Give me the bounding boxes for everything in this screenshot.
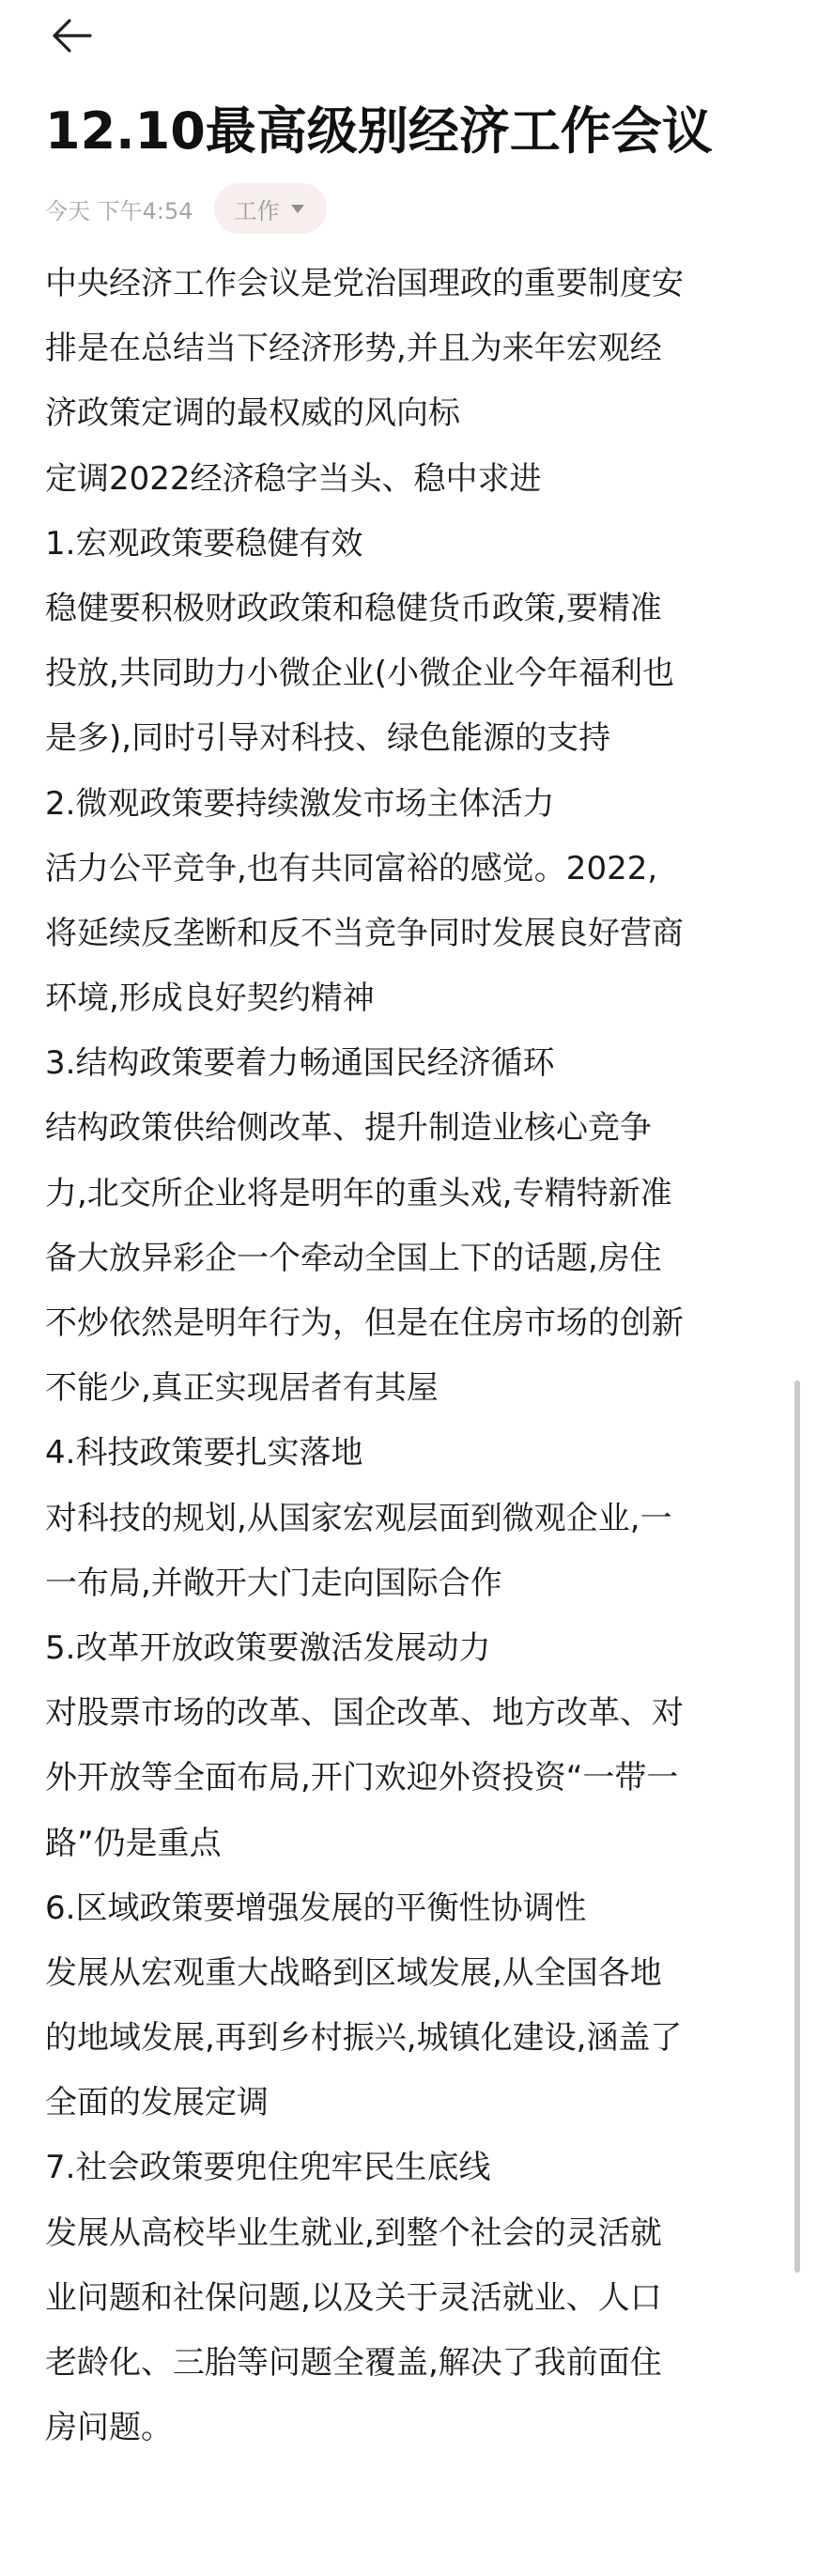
note-line: 对股票市场的改革、国企改革、地方改革、对 xyxy=(45,1694,684,1733)
note-date: 今天 下午4:54 xyxy=(45,197,193,224)
note-body[interactable] xyxy=(45,252,759,2460)
back-arrow-icon xyxy=(49,17,94,54)
caret-down-icon xyxy=(291,205,304,213)
scrollbar[interactable] xyxy=(794,1381,800,2273)
category-label: 工作 xyxy=(234,197,280,224)
note-line: 排是在总结当下经济形势,并且为来年宏观经 xyxy=(45,330,662,368)
note-line: 环境,形成良好契约精神 xyxy=(45,979,375,1018)
note-line: 活力公平竞争,也有共同富裕的感觉。2022, xyxy=(45,849,658,887)
note-line: 是多),同时引导对科技、绿色能源的支持 xyxy=(45,719,611,758)
note-line: 6.区域政策要增强发展的平衡性协调性 xyxy=(45,1889,587,1927)
note-line: 房问题。 xyxy=(45,2409,173,2447)
note-line: 发展从高校毕业生就业,到整个社会的灵活就 xyxy=(45,2214,662,2252)
note-line: 投放,共同助力小微企业(小微企业今年福利也 xyxy=(45,655,675,693)
note-line: 3.结构政策要着力畅通国民经济循环 xyxy=(45,1044,555,1083)
note-meta xyxy=(45,180,327,237)
note-line: 定调2022经济稳字当头、稳中求进 xyxy=(45,459,542,498)
note-line: 5.改革开放政策要激活发展动力 xyxy=(45,1628,491,1667)
note-line: 全面的发展定调 xyxy=(45,2084,269,2122)
note-line: 一布局,并敞开大门走向国际合作 xyxy=(45,1564,502,1602)
note-line: 结构政策供给侧改革、提升制造业核心竞争 xyxy=(45,1109,652,1148)
note-line: 1.宏观政策要稳健有效 xyxy=(45,524,363,563)
note-line: 对科技的规划,从国家宏观层面到微观企业,一 xyxy=(45,1499,672,1537)
category-dropdown[interactable] xyxy=(214,183,327,234)
note-line: 7.社会政策要兜住兜牢民生底线 xyxy=(45,2149,491,2187)
note-title[interactable]: 12.10最高级别经济工作会议 xyxy=(45,101,713,161)
note-line: 老龄化、三胎等问题全覆盖,解决了我前面住 xyxy=(45,2344,662,2382)
note-line: 备大放异彩企一个牵动全国上下的话题,房住 xyxy=(45,1239,662,1277)
note-line: 不能少,真正实现居者有其屋 xyxy=(45,1369,439,1408)
note-line: 不炒依然是明年行为，但是在住房市场的创新 xyxy=(45,1304,684,1342)
note-line: 2.微观政策要持续激发市场主体活力 xyxy=(45,784,555,823)
note-line: 外开放等全面布局,开门欢迎外资投资“一带一 xyxy=(45,1759,679,1797)
note-line: 4.科技政策要扎实落地 xyxy=(45,1434,363,1473)
note-line: 济政策定调的最权威的风向标 xyxy=(45,394,460,433)
note-line: 发展从宏观重大战略到区域发展,从全国各地 xyxy=(45,1953,662,1992)
note-line: 将延续反垄断和反不当竞争同时发展良好营商 xyxy=(45,914,684,952)
note-line: 力,北交所企业将是明年的重头戏,专精特新准 xyxy=(45,1174,672,1212)
note-line: 中央经济工作会议是党治国理政的重要制度安 xyxy=(45,265,684,302)
back-button[interactable] xyxy=(45,9,98,62)
note-line: 路”仍是重点 xyxy=(45,1824,222,1862)
note-line: 业问题和社保问题,以及关于灵活就业、人口 xyxy=(45,2278,662,2317)
note-line: 的地域发展,再到乡村振兴,城镇化建设,涵盖了 xyxy=(45,2019,683,2058)
note-line: 稳健要积极财政政策和稳健货币政策,要精准 xyxy=(45,589,662,627)
top-bar xyxy=(0,0,817,75)
